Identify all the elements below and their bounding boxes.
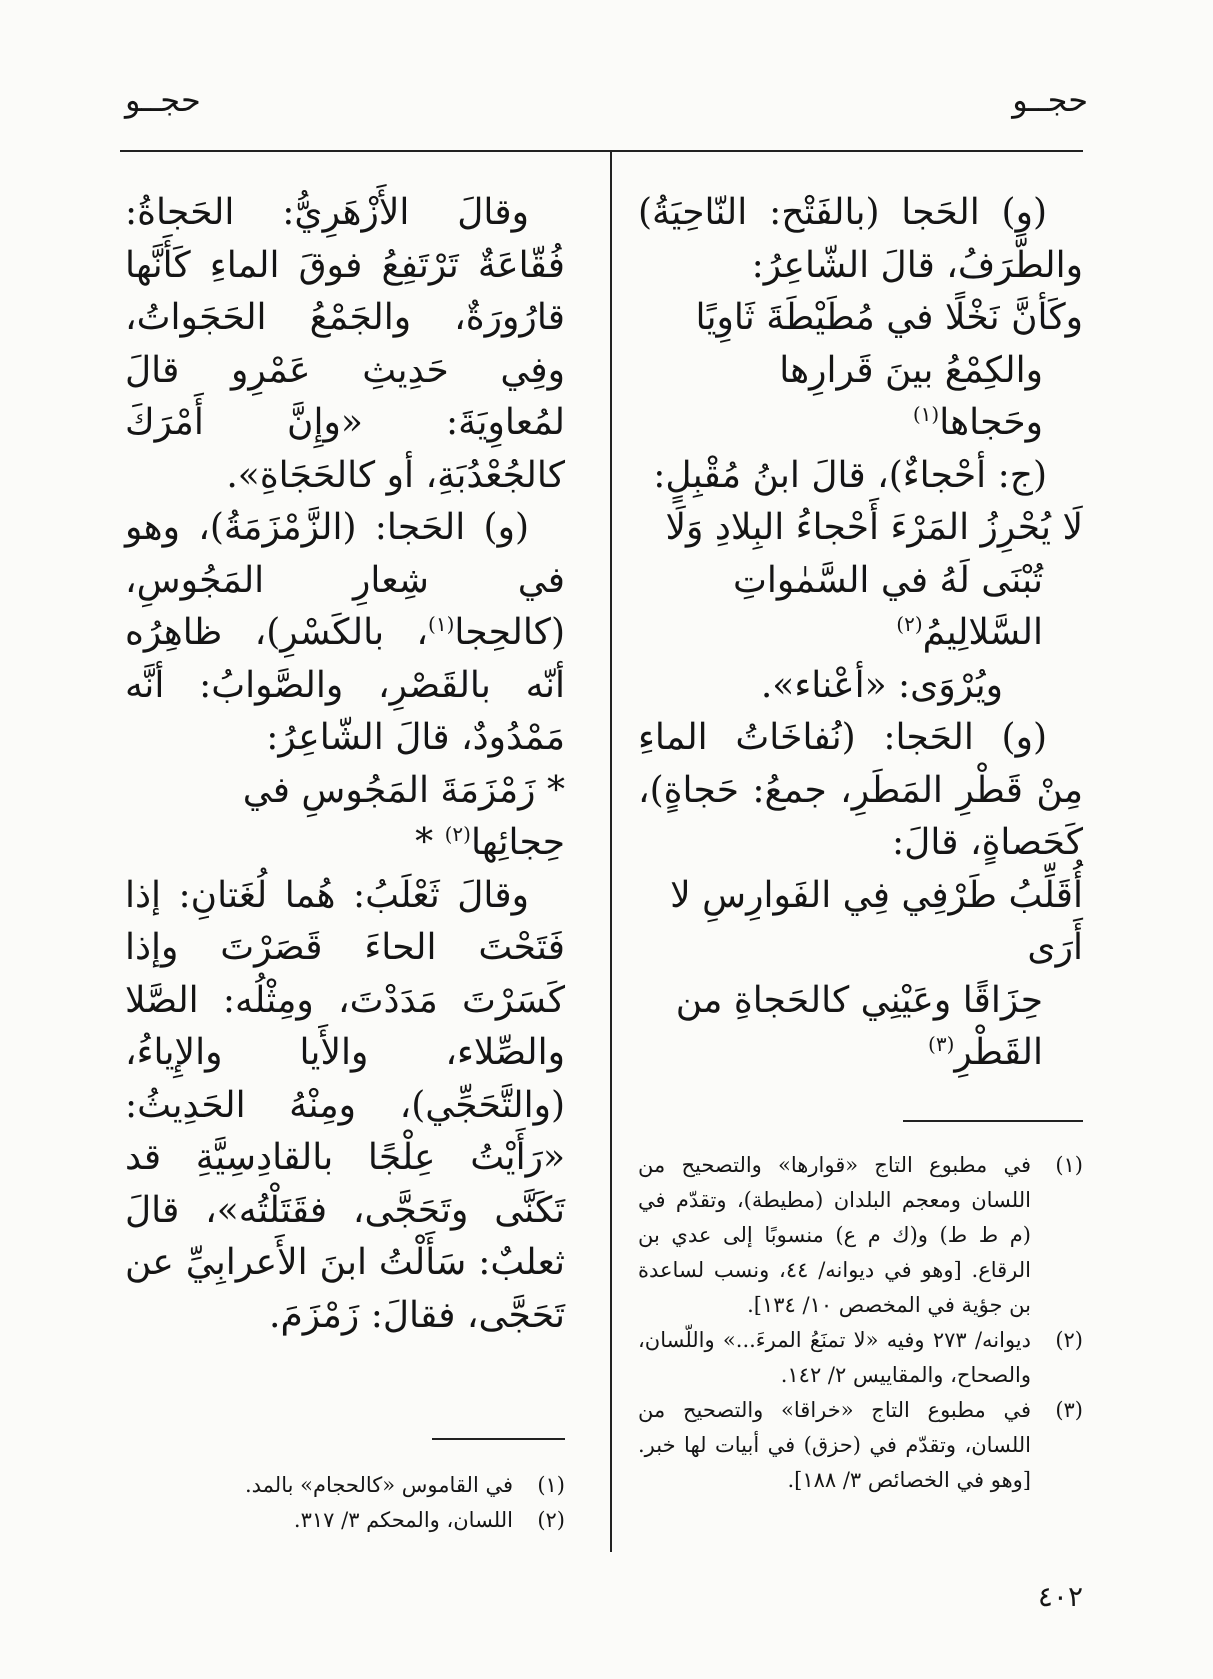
footnote-number: (١)	[1055, 1153, 1083, 1177]
running-header-left: حجــو	[125, 81, 201, 119]
footnote-marker: (١)	[912, 402, 940, 426]
footnote-rule	[903, 1120, 1083, 1122]
footnote-text: في القاموس «كالحجام» بالمد.	[244, 1473, 513, 1497]
paragraph: وقالَ الأَزْهَرِيُّ: الحَجاةُ: فُقّاعَةٌ تَرْتَفِعُ فوقَ الماءِ كَأَنَّها قارُورَةٌ، والجَمْعُ الحَجَواتُ، وفِي حَدِيثِ عَمْرِو قالَ لمُعاوِيَةَ: «وإِنَّ أَمْرَكَ كالجُعْدُبَةِ، أو كالحَجَاةِ».	[125, 192, 565, 496]
paragraph: (و) الحَجا (بالفَتْح: النّاحِيَةُ) والطَّرَفُ، قالَ الشّاعِرُ:	[638, 192, 1083, 286]
verse-line: لَا يُحْرِزُ المَرْءَ أَحْجاءُ البِلادِ وَلَا	[665, 507, 1083, 548]
footnote-marker: (٢)	[896, 612, 923, 636]
verse-line: تُبْنَى لَهُ في السَّمٰواتِ السَّلالِيمُ$^{(٢)}$	[733, 559, 1043, 653]
verse-line: * زَمْزَمَةَ المَجُوسِ في حِجائِها$^{(٢)}$ *	[242, 769, 565, 863]
column-divider	[610, 152, 612, 1552]
footnote-number: (٢)	[1055, 1328, 1083, 1352]
footnotes-right	[638, 1148, 1083, 1498]
paragraph: (و) الحَجا: (الزَّمْزَمَةُ)، وهو في شِعارِ المَجُوسِ، (كالحِجا$^{(١)}$، بالكَسْرِ)، ظاهِرُه أنّه بالقَصْرِ، والصَّوابُ: أنَّه مَمْدُودٌ، قالَ الشّاعِرُ:	[125, 507, 565, 758]
running-header-right: حجــو	[1012, 81, 1088, 119]
footnote-marker: (١)	[428, 612, 455, 636]
verse-line: أُقَلِّبُ طَرْفِي فِي الفَوارِسِ لا أَرَى	[670, 874, 1083, 968]
header-rule	[120, 150, 1083, 152]
footnote-number: (٢)	[537, 1508, 565, 1532]
footnote	[638, 1148, 1083, 1323]
verse-line: حِزَاقًا وعَيْنِي كالحَجاةِ من القَطْرِ$^{(٣)}$	[675, 979, 1043, 1073]
page-number: ٤٠٢	[1037, 1580, 1083, 1613]
footnote	[125, 1468, 565, 1503]
footnote-text: ديوانه/ ٢٧٣ وفيه «لا تمنَعُ المرءَ...» واللّسان، والصحاح، والمقاييس ٢/ ١٤٢.	[638, 1328, 1032, 1387]
footnote-text: اللسان، والمحكم ٣/ ٣١٧.	[293, 1508, 513, 1532]
footnote-marker: (٣)	[928, 1032, 955, 1056]
left-column	[125, 187, 565, 1342]
verse-line: وكَأنَّ نَخْلًا في مُطَيْطَةَ ثَاوِيًا	[695, 297, 1083, 338]
footnote-number: (١)	[537, 1473, 565, 1497]
footnote	[125, 1503, 565, 1538]
footnote	[638, 1323, 1083, 1393]
right-column	[638, 187, 1083, 1080]
footnote	[638, 1393, 1083, 1498]
footnote-number: (٣)	[1055, 1398, 1083, 1422]
footnote-marker: (٢)	[444, 822, 471, 846]
footnote-text: في مطبوع التاج «قوارها» والتصحيح من اللسان ومعجم البلدان (مطيطة)، وتقدّم في (م ط ط) و(ك م ع) منسوبًا إلى عدي بن الرقاع. [وهو في ديوانه/ ٤٤، ونسب لساعدة بن جؤية في المخصص ١٠/ ١٣٤].	[638, 1153, 1031, 1317]
verse-line: والكِمْعُ بينَ قَرارِها وحَجاها$^{(١)}$	[779, 349, 1043, 443]
footnote-rule	[432, 1438, 565, 1440]
footnote-text: في مطبوع التاج «خراقا» والتصحيح من اللسان، وتقدّم في (حزق) في أبيات لها خبر. [وهو في الخصائص ٣/ ١٨٨].	[638, 1398, 1031, 1492]
footnotes-left	[125, 1468, 565, 1538]
paragraph: (ج: أحْجاءٌ)، قالَ ابنُ مُقْبِلٍ:	[653, 454, 1047, 496]
paragraph: ويُرْوَى: «أعْناء».	[760, 664, 1003, 706]
paragraph: (و) الحَجا: (نُفاخَاتُ الماءِ مِنْ قَطْرِ المَطَرِ، جمعُ: حَجاةٍ)، كَحَصاةٍ، قالَ:	[638, 717, 1083, 863]
paragraph: وقالَ ثَعْلَبُ: هُما لُغَتانِ: إذا فَتَحْتَ الحاءَ قَصَرْتَ وإذا كَسَرْتَ مَدَدْتَ، ومِثْلُه: الصَّلا والصِّلاء، والأَيا والإِياءُ، (والتَّحَجِّي)، ومِنْهُ الحَدِيثُ: «رَأَيْتُ عِلْجًا بالقادِسِيَّةِ قد تَكَنَّى وتَحَجَّى، فقَتَلْتُه»، قالَ ثعلبٌ: سَأَلْتُ ابنَ الأَعرابِيِّ عن تَحَجَّى، فقالَ: زَمْزَمَ.	[125, 874, 565, 1336]
